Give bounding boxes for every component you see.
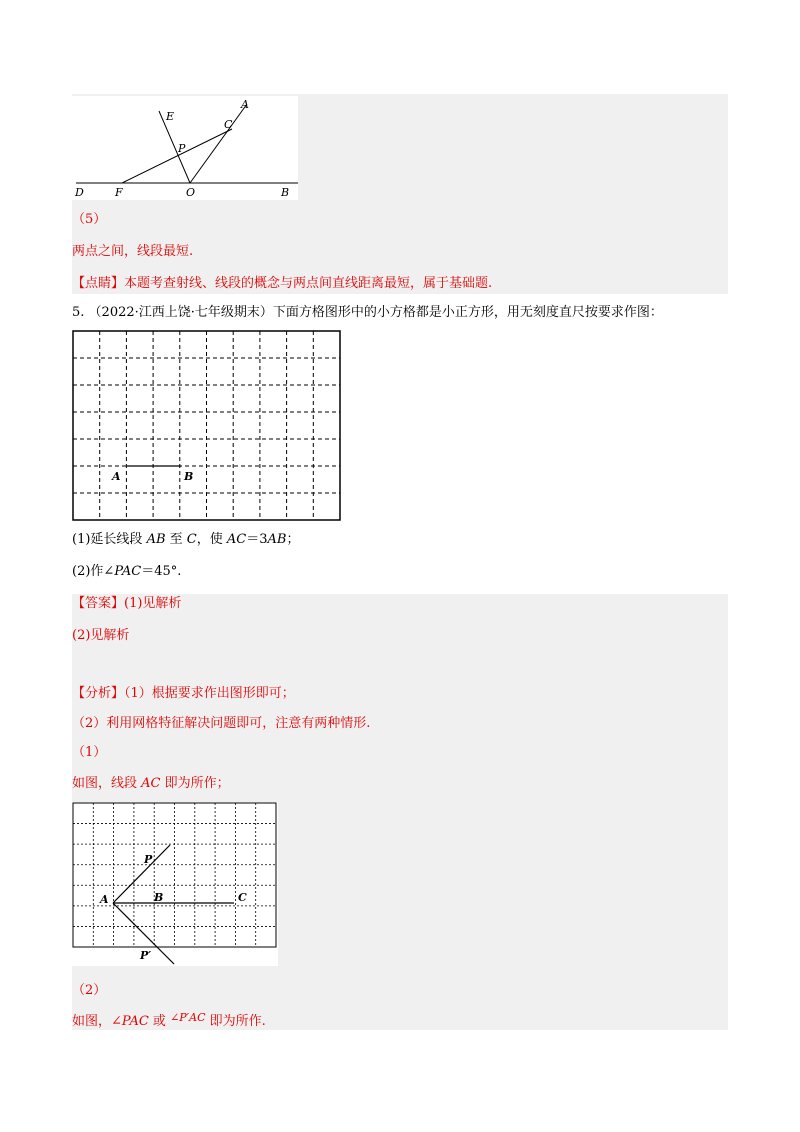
grid-label-a: A [112, 470, 121, 483]
label-e: E [166, 110, 175, 123]
part2-label: （2） [72, 983, 107, 998]
ray-diagram [72, 96, 298, 200]
grid-label-b: B [184, 470, 194, 483]
sol-label-p: P [144, 853, 153, 866]
sol-label-p-prime: P′ [140, 949, 152, 962]
sol-label-a: A [100, 893, 109, 906]
label-a: A [241, 98, 249, 111]
question-grid [72, 330, 342, 526]
sol-label-b: B [154, 891, 164, 904]
label-d: D [75, 186, 84, 199]
sol-label-c: C [238, 891, 247, 904]
solution-svg [72, 802, 278, 966]
solution-grid [72, 802, 278, 970]
label-o: O [186, 186, 196, 199]
question-5-text [72, 304, 663, 322]
part1-text: 如图，线段 AC 即为所作； [72, 776, 230, 791]
question-source: （2022·江西上饶·七年级期末） [88, 305, 273, 320]
answer-tag: 【答案】 [72, 596, 125, 611]
label-f: F [115, 186, 123, 199]
sub-question-2: (2)作∠PAC＝45°. [72, 564, 182, 579]
label-p: P [178, 142, 186, 155]
question-body: 下面方格图形中的小方格都是小正方形，用无刻度直尺按要求作图： [272, 305, 663, 320]
sub-question-1: (1)延长线段 AB 至 C，使 AC＝3AB； [72, 532, 300, 547]
analysis-tag: 【分析】 [72, 686, 125, 701]
label-b: B [281, 186, 290, 199]
dianjing-text: 【点睛】本题考查射线、线段的概念与两点间直线距离最短，属于基础题. [72, 276, 493, 291]
part1-label: （1） [72, 745, 107, 760]
grid-svg [72, 330, 342, 522]
analysis-line-1: 【分析】（1）根据要求作出图形即可； [72, 686, 295, 701]
answer-line-2: (2)见解析 [72, 628, 130, 643]
part5-answer: 两点之间，线段最短. [72, 244, 194, 259]
analysis-line-2: （2）利用网格特征解决问题即可，注意有两种情形. [72, 716, 371, 731]
ray-oa [190, 104, 247, 183]
label-c: C [224, 118, 233, 131]
part5-label: （5） [72, 212, 107, 227]
part2-text: 如图，∠PAC 或 $^{\angle P'AC}$ 即为所作. [72, 1011, 266, 1029]
segment-fc [122, 129, 232, 183]
question-number: 5. [72, 305, 85, 320]
top-figure [72, 96, 298, 200]
answer-line-1: 【答案】(1)见解析 [72, 596, 182, 611]
